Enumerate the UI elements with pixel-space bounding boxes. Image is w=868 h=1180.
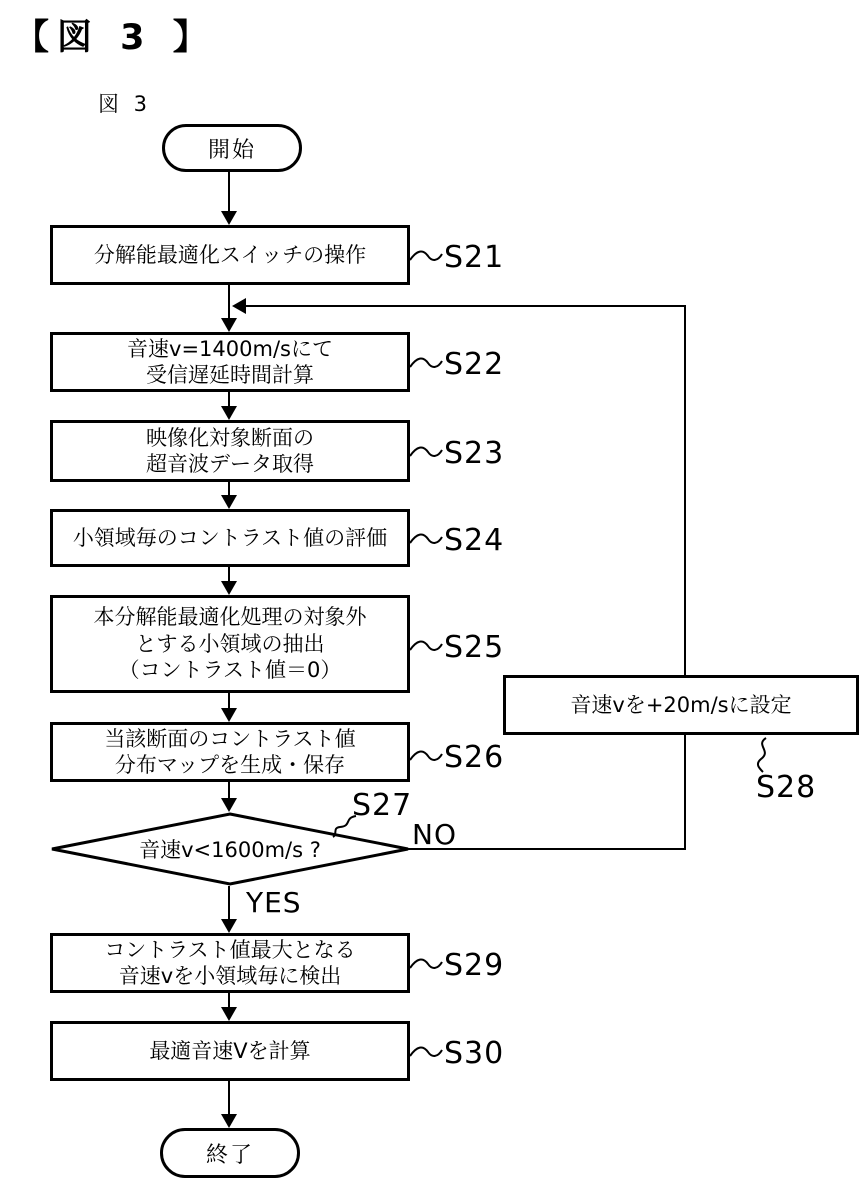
process-text: 音速vを+20m/sに設定: [570, 692, 792, 717]
no-branch-label: NO: [412, 818, 457, 851]
arrowhead-into-s29: [221, 919, 237, 933]
arrowhead-into-s26: [221, 708, 237, 722]
process-box-s30: [50, 1021, 410, 1081]
process-box-s22: [50, 332, 410, 392]
decision-text: 音速v<1600m/s ?: [139, 838, 321, 862]
process-box-s25: [50, 595, 410, 693]
process-text: 受信遅延時間計算: [146, 363, 314, 387]
start-terminal: [162, 124, 302, 172]
arrowhead-into-s22: [221, 318, 237, 332]
process-text: 超音波データ取得: [146, 452, 314, 476]
process-text: とする小領域の抽出: [135, 631, 325, 656]
callout-squiggle-s30: [408, 1043, 444, 1061]
arrowhead-into-s24: [221, 495, 237, 509]
step-label-s30: S30: [444, 1036, 505, 1071]
process-text: 最適音速Vを計算: [149, 1038, 311, 1063]
process-box-s24: [50, 509, 410, 567]
process-text: 小領域毎のコントラスト値の評価: [72, 525, 388, 550]
step-label-s29: S29: [444, 948, 505, 983]
doc-title: 【図 3 】: [14, 18, 216, 58]
callout-squiggle-s22: [408, 354, 444, 372]
process-text: 映像化対象断面の: [146, 425, 314, 450]
process-text: コントラスト値最大となる: [104, 937, 356, 962]
step-label-s23: S23: [444, 436, 505, 471]
step-label-s27: S27: [352, 788, 413, 823]
step-label-s28: S28: [756, 770, 817, 805]
process-box-s26: [50, 722, 410, 782]
connector-s27-s29: [228, 886, 230, 921]
arrowhead-into-s25: [221, 581, 237, 595]
end-terminal: [160, 1128, 300, 1178]
callout-squiggle-s24: [408, 530, 444, 548]
arrowhead-into-s27: [221, 798, 237, 812]
step-label-s25: S25: [444, 630, 505, 665]
callout-squiggle-s25: [408, 637, 444, 655]
connector-s21-s22: [228, 285, 230, 320]
connector-s30-end: [228, 1081, 230, 1116]
end-terminal-label: 終了: [205, 1142, 254, 1168]
arrowhead-into-s30: [221, 1007, 237, 1021]
process-text: 当該断面のコントラスト値: [104, 726, 356, 751]
process-text: 音速v=1400m/sにて: [127, 336, 333, 361]
callout-squiggle-s28: [752, 737, 776, 773]
step-label-s26: S26: [444, 740, 505, 775]
process-box-s29: [50, 933, 410, 993]
arrowhead-feedback-merge: [232, 298, 246, 314]
arrowhead-into-end: [221, 1114, 237, 1128]
callout-squiggle-s21: [408, 247, 444, 265]
callout-squiggle-s26: [408, 747, 444, 765]
process-box-s21: [50, 225, 410, 285]
process-text: 音速vを小領域毎に検出: [118, 964, 342, 988]
step-label-s21: S21: [444, 240, 505, 275]
process-text: （コントラスト値＝0）: [118, 658, 342, 683]
process-text: 分布マップを生成・保存: [114, 753, 346, 777]
arrowhead-into-s23: [221, 406, 237, 420]
figure-label: 図 3: [98, 92, 152, 116]
connector-start-s21: [228, 172, 230, 213]
process-box-s23: [50, 420, 410, 482]
process-text: 分解能最適化スイッチの操作: [93, 242, 367, 267]
callout-squiggle-s29: [408, 955, 444, 973]
yes-branch-label: YES: [246, 886, 302, 919]
callout-squiggle-s23: [408, 443, 444, 461]
feedback-line-top: [246, 305, 686, 307]
start-terminal-label: 開始: [207, 137, 256, 163]
feedback-line-vertical: [684, 305, 686, 850]
step-label-s24: S24: [444, 523, 505, 558]
step-label-s22: S22: [444, 347, 505, 382]
process-box-s28: [503, 675, 859, 735]
arrowhead-into-s21: [221, 211, 237, 225]
process-text: 本分解能最適化処理の対象外: [93, 605, 367, 630]
